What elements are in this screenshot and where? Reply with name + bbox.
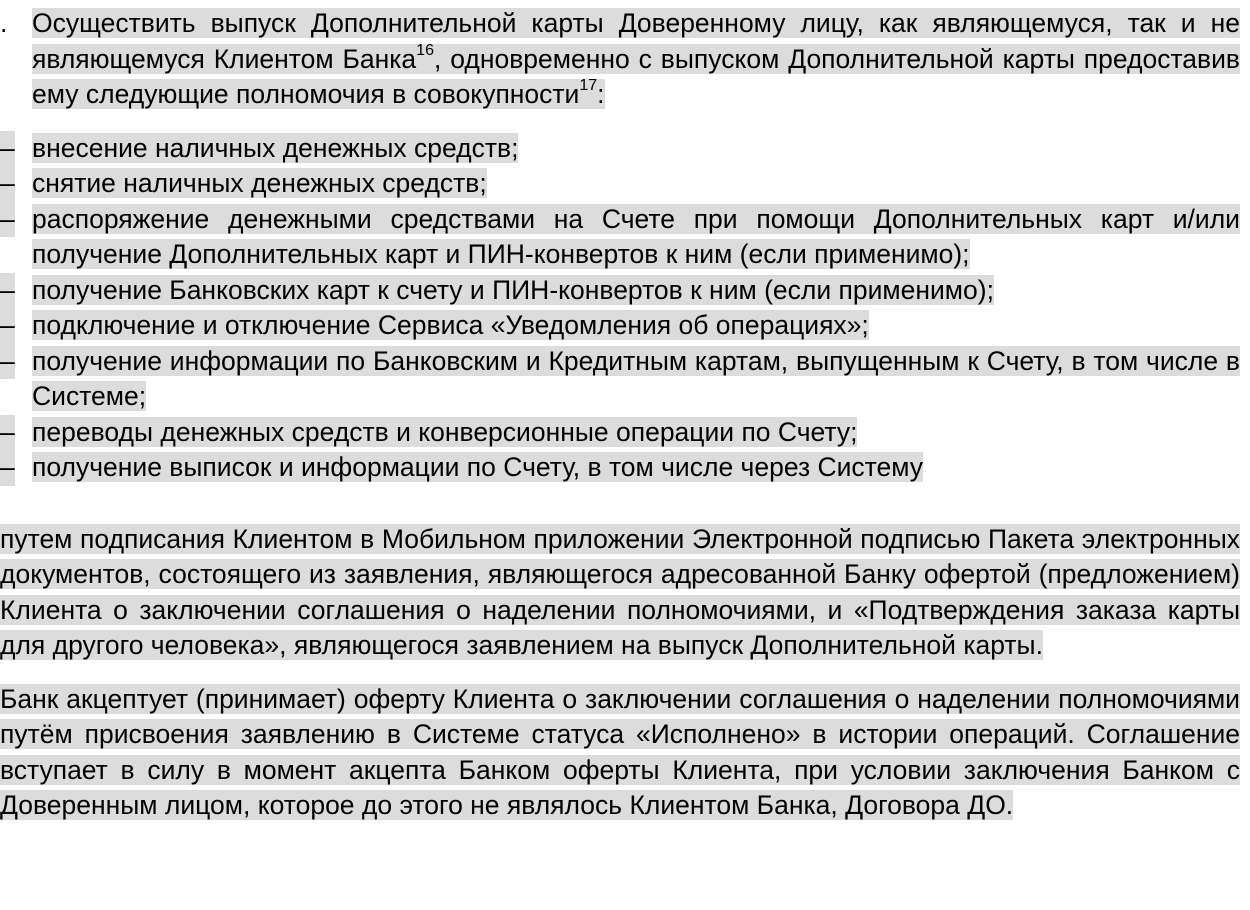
intro-text-part-2: , одновременно с выпуском Дополнительной карты предоставив ему следующие полномочия в совокупности (32, 43, 1241, 109)
list-item (0, 202, 1240, 273)
acceptance-paragraph (0, 682, 1240, 824)
list-item-text: получение информации по Банковским и Кредитным картам, выпущенным к Счету, в том числе в Системе; (32, 345, 1240, 411)
list-marker: . (0, 8, 8, 38)
list-item (0, 308, 1240, 344)
document-page (0, 6, 1240, 824)
list-item-text: получение Банковских карт к счету и ПИН-конвертов к ним (если применимо); (32, 274, 994, 305)
list-dash: – (0, 308, 15, 344)
list-item (0, 166, 1240, 202)
list-item-text: получение выписок и информации по Счету, в том числе через Систему (32, 452, 924, 482)
list-item (0, 273, 1240, 309)
footnote-ref-16[interactable]: 16 (416, 41, 434, 59)
list-item (0, 344, 1240, 415)
list-item (0, 415, 1240, 451)
list-item-text: переводы денежных средств и конверсионные операции по Счету; (32, 416, 858, 447)
intro-text (32, 8, 1240, 109)
list-item-text: внесение наличных денежных средств; (32, 132, 519, 163)
intro-paragraph (0, 6, 1240, 113)
intro-text-part-3: : (597, 79, 605, 109)
authority-list (0, 131, 1240, 486)
list-item-text: распоряжение денежными средствами на Счете при помощи Дополнительных карт и/или получение Дополнительных карт и ПИН-конвертов к ним (если применимо); (32, 203, 1240, 269)
list-item-text: подключение и отключение Сервиса «Уведомления об операциях»; (32, 310, 869, 340)
list-dash: – (0, 202, 15, 238)
list-dash: – (0, 450, 15, 486)
footnote-ref-17[interactable]: 17 (579, 77, 598, 95)
list-dash: – (0, 273, 15, 309)
list-dash: – (0, 166, 15, 202)
signing-paragraph-text: путем подписания Клиентом в Мобильном приложении Электронной подписью Пакета электронных документов, состоящего из заявления, являющегося адресованной Банку офертой (предложением) Клиента о заключении соглашения о наделении полномочиями, и «Подтверждения заказа карты для другого человека», являющегося заявлением на выпуск Дополнительной карты. (0, 523, 1240, 660)
intro-text-part-1: Осуществить выпуск Дополнительной карты Доверенному лицу, как являющемуся, так и не являющемуся Клиентом Банка (32, 8, 1240, 74)
signing-paragraph (0, 522, 1240, 664)
list-item (0, 450, 1240, 486)
list-item-text: снятие наличных денежных средств; (32, 168, 487, 198)
list-dash: – (0, 131, 15, 167)
list-item (0, 131, 1240, 167)
list-dash: – (0, 344, 15, 380)
acceptance-paragraph-text: Банк акцептует (принимает) оферту Клиента о заключении соглашения о наделении полномочиями путём присвоения заявлению в Системе статуса «Исполнено» в истории операций. Соглашение вступает в силу в момент акцепта Банком оферты Клиента, при условии заключения Банком с Доверенным лицом, которое до этого не являлось Клиентом Банка, Договора ДО. (0, 683, 1240, 820)
list-dash: – (0, 415, 15, 451)
